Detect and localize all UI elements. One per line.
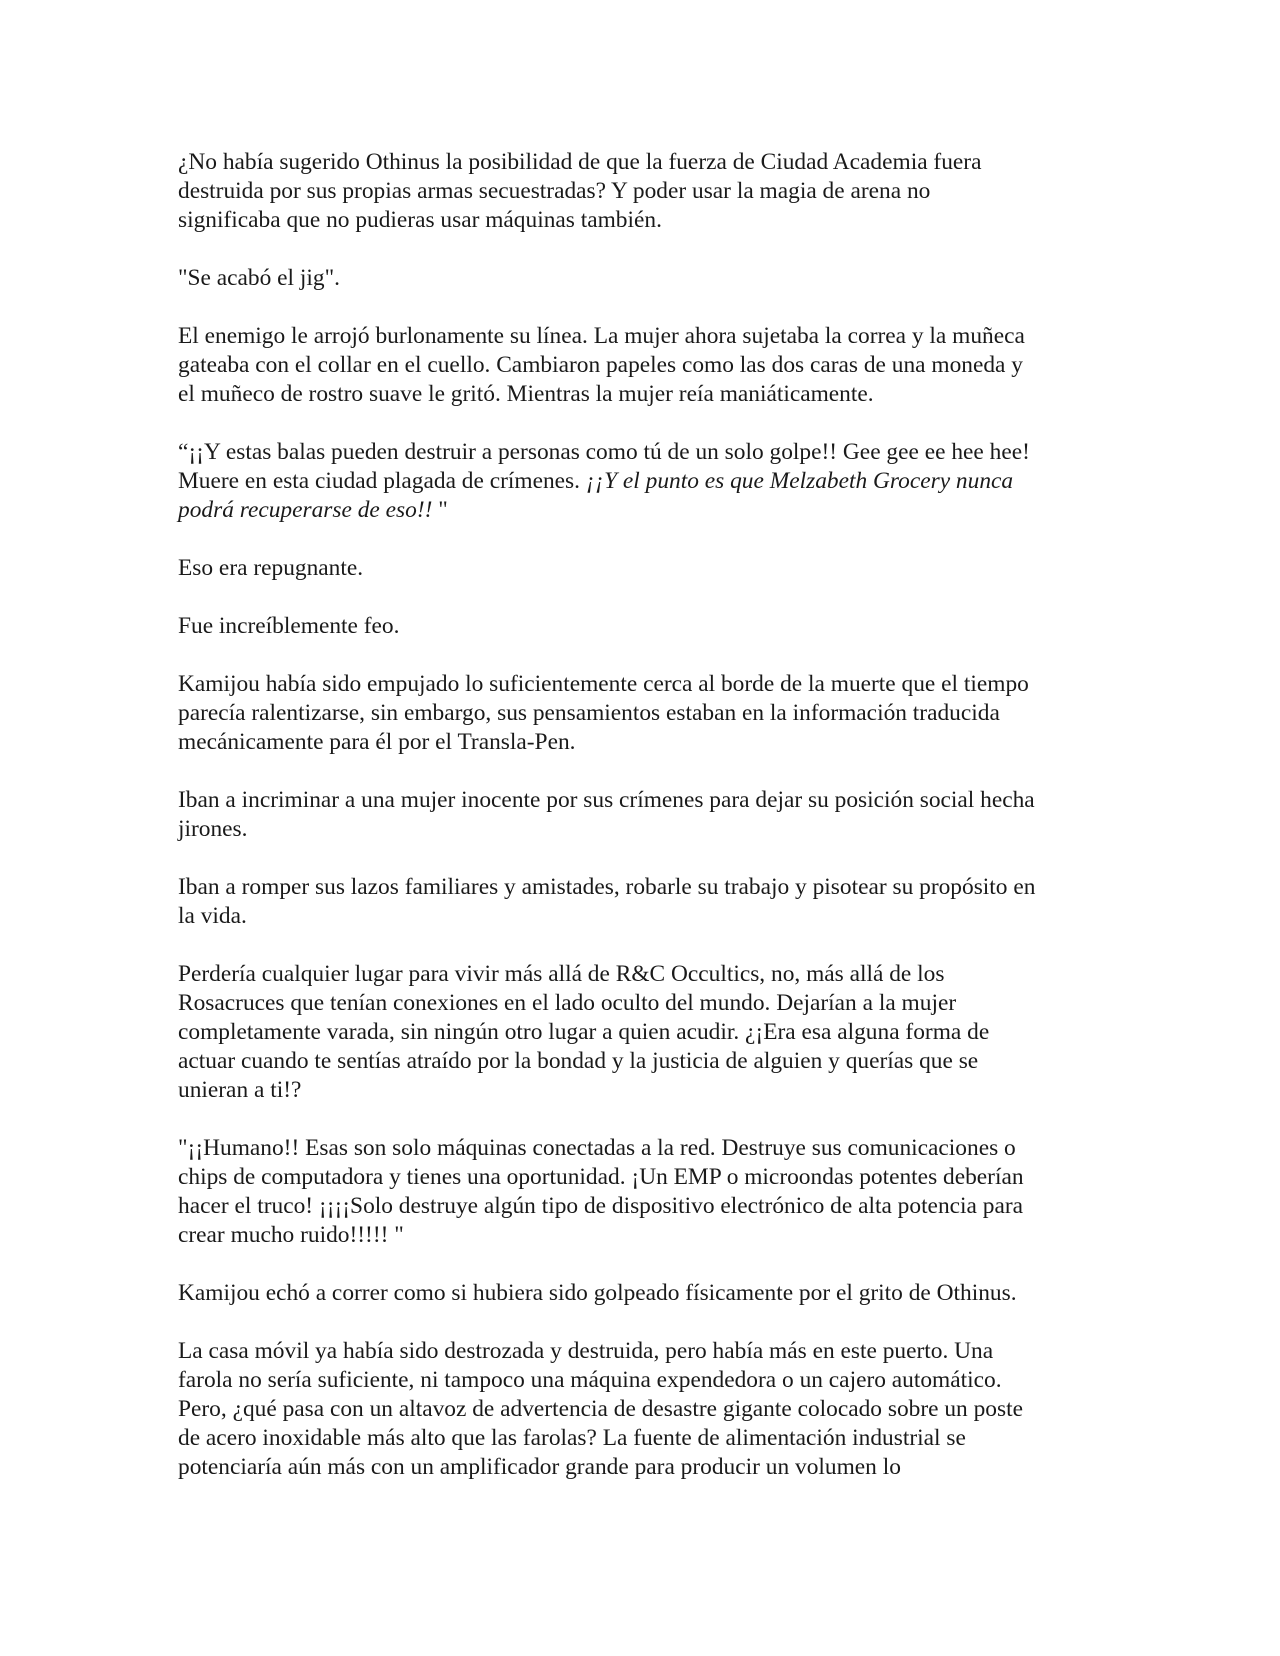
text-line: “¡¡Y estas balas pueden destruir a personas como tú de un solo golpe!! Gee gee ee hee hee!: [178, 439, 1030, 465]
text-line: Pero, ¿qué pasa con un altavoz de advertencia de desastre gigante colocado sobre un poste: [178, 1396, 1023, 1422]
text-line: chips de computadora y tienes una oportunidad. ¡Un EMP o microondas potentes deberían: [178, 1164, 1024, 1190]
text-line: [178, 467, 1106, 496]
paragraph: [178, 612, 1106, 641]
text-line: Kamijou había sido empujado lo suficientemente cerca al borde de la muerte que el tiempo: [178, 671, 1029, 697]
paragraph: [178, 786, 1106, 844]
document-body: [178, 148, 1106, 1511]
text-line: destruida por sus propias armas secuestradas? Y poder usar la magia de arena no: [178, 178, 931, 204]
text-run: ": [432, 497, 448, 523]
text-line: El enemigo le arrojó burlonamente su línea. La mujer ahora sujetaba la correa y la muñeca: [178, 323, 1025, 349]
paragraph: [178, 264, 1106, 293]
text-line: Perdería cualquier lugar para vivir más allá de R&C Occultics, no, más allá de los: [178, 961, 945, 987]
paragraph: [178, 148, 1106, 235]
paragraph: [178, 554, 1106, 583]
text-line: "¡¡Humano!! Esas son solo máquinas conectadas a la red. Destruye sus comunicaciones o: [178, 1135, 1016, 1161]
text-line: [178, 496, 1106, 525]
text-line: completamente varada, sin ningún otro lugar a quien acudir. ¿¡Era esa alguna forma de: [178, 1019, 990, 1045]
paragraph: [178, 1134, 1106, 1250]
paragraph: [178, 960, 1106, 1105]
paragraph: [178, 670, 1106, 757]
italic-text-run: ¡¡Y el punto es que Melzabeth Grocery nunca: [585, 468, 1014, 494]
paragraph: [178, 1279, 1106, 1308]
text-line: actuar cuando te sentías atraído por la bondad y la justicia de alguien y querías que se: [178, 1048, 979, 1074]
text-line: significaba que no pudieras usar máquinas también.: [178, 207, 662, 233]
text-line: ¿No había sugerido Othinus la posibilidad de que la fuerza de Ciudad Academia fuera: [178, 149, 982, 175]
paragraph: [178, 438, 1106, 525]
paragraph: [178, 873, 1106, 931]
text-line: mecánicamente para él por el Transla-Pen.: [178, 729, 576, 755]
text-line: Eso era repugnante.: [178, 555, 364, 581]
text-line: farola no sería suficiente, ni tampoco una máquina expendedora o un cajero automático.: [178, 1367, 1002, 1393]
text-line: el muñeco de rostro suave le gritó. Mientras la mujer reía maniáticamente.: [178, 381, 874, 407]
text-line: "Se acabó el jig".: [178, 265, 340, 291]
text-line: crear mucho ruido!!!!! ": [178, 1222, 404, 1248]
text-line: Iban a incriminar a una mujer inocente por sus crímenes para dejar su posición social hecha: [178, 787, 1035, 813]
paragraph: [178, 1337, 1106, 1482]
text-line: potenciaría aún más con un amplificador grande para producir un volumen lo: [178, 1454, 901, 1480]
text-line: Rosacruces que tenían conexiones en el lado oculto del mundo. Dejarían a la mujer: [178, 990, 957, 1016]
italic-text-run: podrá recuperarse de eso!!: [178, 497, 433, 523]
text-line: Iban a romper sus lazos familiares y amistades, robarle su trabajo y pisotear su propósito en: [178, 874, 1036, 900]
text-line: parecía ralentizarse, sin embargo, sus pensamientos estaban en la información traducida: [178, 700, 1000, 726]
text-line: gateaba con el collar en el cuello. Cambiaron papeles como las dos caras de una moneda y: [178, 352, 1023, 378]
text-run: Muere en esta ciudad plagada de crímenes.: [178, 468, 586, 494]
text-line: de acero inoxidable más alto que las farolas? La fuente de alimentación industrial se: [178, 1425, 966, 1451]
text-line: La casa móvil ya había sido destrozada y destruida, pero había más en este puerto. Una: [178, 1338, 994, 1364]
text-line: jirones.: [178, 816, 248, 842]
text-line: la vida.: [178, 903, 247, 929]
text-line: unieran a ti!?: [178, 1077, 302, 1103]
text-line: Kamijou echó a correr como si hubiera sido golpeado físicamente por el grito de Othinus.: [178, 1280, 1017, 1306]
paragraph: [178, 322, 1106, 409]
text-line: hacer el truco! ¡¡¡¡Solo destruye algún tipo de dispositivo electrónico de alta potencia para: [178, 1193, 1023, 1219]
text-line: Fue increíblemente feo.: [178, 613, 400, 639]
